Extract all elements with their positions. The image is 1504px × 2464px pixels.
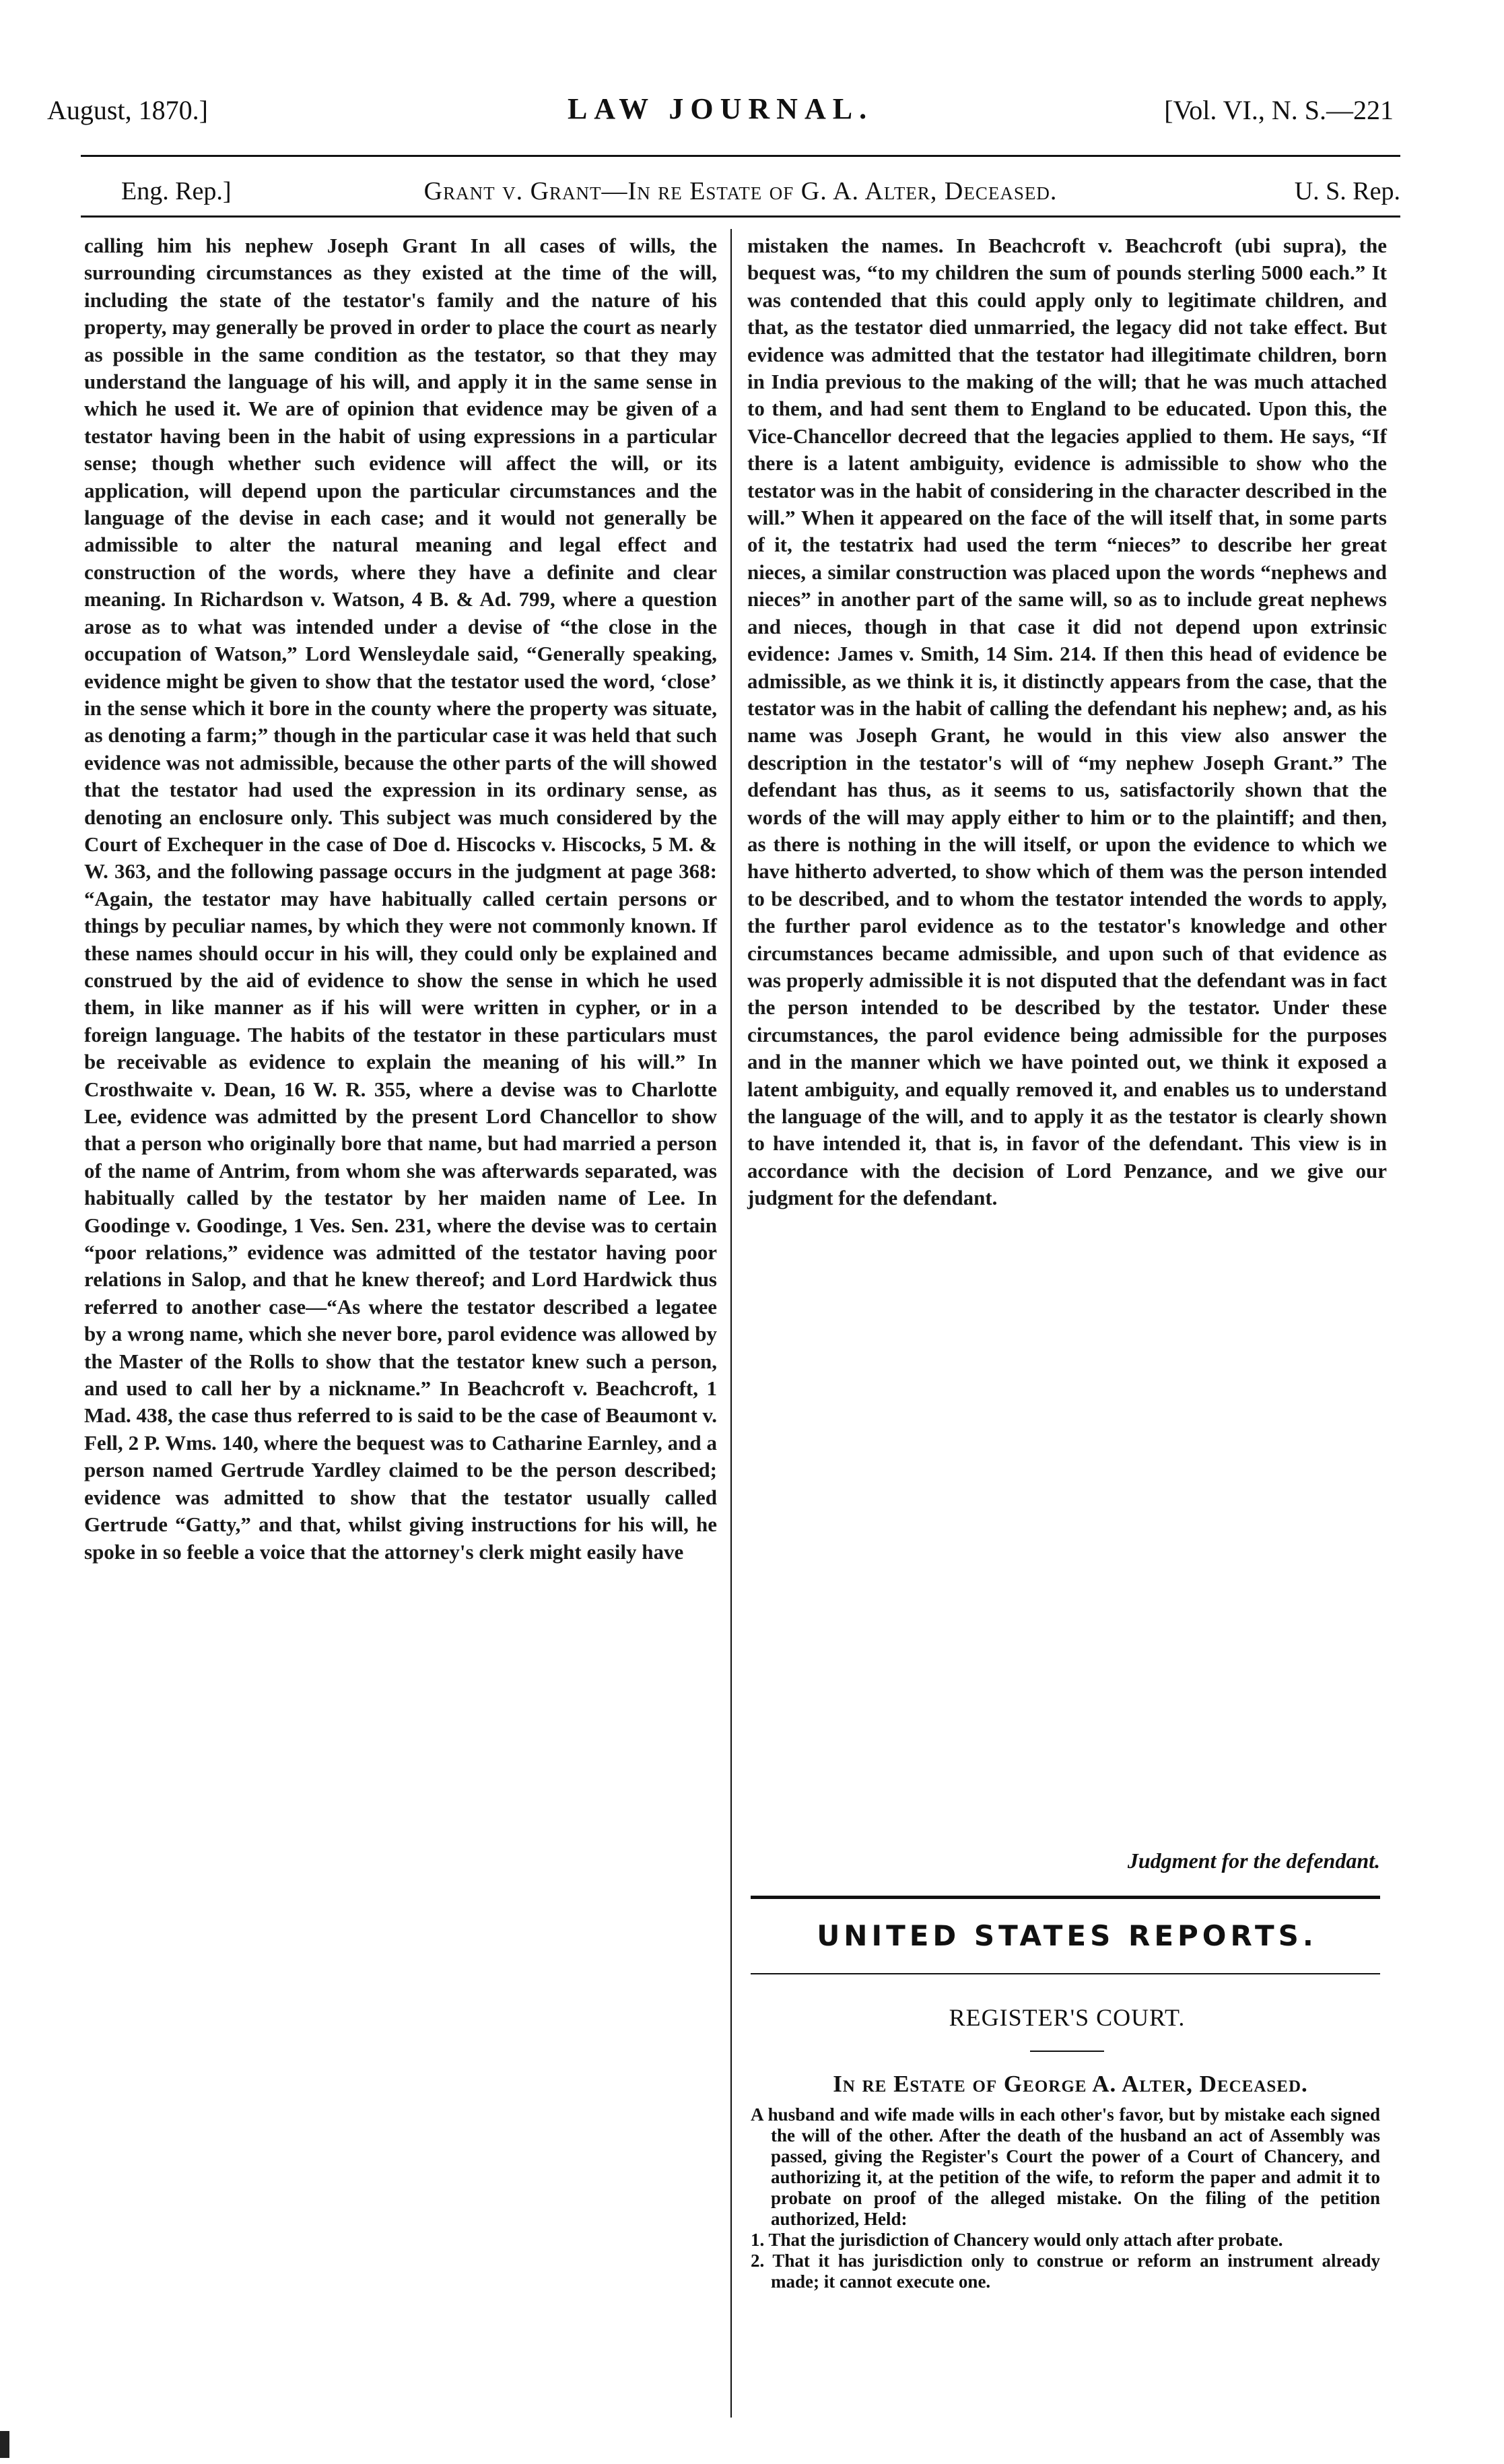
column-divider [730, 229, 732, 2418]
right-text-column [747, 232, 1387, 1862]
volume-page-number: [Vol. VI., N. S.—221 [1164, 95, 1394, 125]
section-title: UNITED STATES REPORTS. [817, 1919, 1318, 1952]
headnote-point-1: 1. That the jurisdiction of Chancery would only attach after probate. [751, 2230, 1283, 2250]
court-heading-rule [1030, 2051, 1104, 2052]
headnote-point-2: 2. That it has jurisdiction only to construe or reform an instrument already made; it cannot execute one. [751, 2251, 1380, 2292]
issue-date: August, 1870.] [47, 95, 208, 125]
subheader-rule [81, 215, 1400, 218]
section-rule-thin [751, 1973, 1380, 1974]
court-heading: REGISTER'S COURT. [949, 2004, 1186, 2031]
section-us-rep: U. S. Rep. [1294, 177, 1400, 205]
journal-title: LAW JOURNAL. [567, 92, 874, 125]
case-title: In re Estate of George A. Alter, Deceased. [833, 2071, 1308, 2097]
headnote [751, 2104, 1380, 2292]
left-text-column [84, 232, 717, 2360]
right-column-paragraph: mistaken the names. In Beachcroft v. Beachcroft (ubi supra), the bequest was, “to my children the sum of pounds sterling 5000 each.” It was contended that this could apply only to legitimate children, and that, as the testator died unmarried, the legacy did not take effect. But evidence was admitted that the testator had illegitimate children, born in India previous to the making of the will; that he was much attached to them, and had sent them to England to be educated. Upon this, the Vice-Chancellor decreed that the legacies applied to them. He says, “If there is a latent ambiguity, evidence is admissible to show who the testator was in the habit of considering in the character described in the will.” When it appeared on the face of the will itself that, in some parts of it, the testatrix had used the term “nieces” to describe her great nieces, a similar construction was placed upon the words “nephews and nieces” in another part of the same will, so as to include great nephews and nieces, though in that case it did not depend upon extrinsic evidence: James v. Smith, 14 Sim. 214. If then this head of evidence be admissible, as we think it is, it distinctly appears from the case, that the testator was in the habit of calling the defendant his nephew; and, as his name was Joseph Grant, he would in this view also answer the description in the testator's will of “my nephew Joseph Grant.” The defendant has thus, as it seems to us, satisfactorily shown that the words of the will may apply either to him or to the plaintiff; and then, as there is nothing in the will itself, or upon the evidence to which we have hitherto adverted, to show which of them was the person intended to be described, and to whom the testator intended the words to apply, the further parol evidence as to the testator's knowledge and other circumstances became admissible, and upon such of that evidence as was properly admissible it is not disputed that the defendant was in fact the person intended to be described by the testator. Under these circumstances, the parol evidence being admissible for the purposes and in the manner which we have pointed out, we think it exposed a latent ambiguity, and equally removed it, and enables us to understand the language of the will, and to apply it as the testator is clearly shown to have intended it, that is, in favor of the defendant. This view is in accordance with the decision of Lord Penzance, and we give our judgment for the defendant. [747, 234, 1387, 1210]
case-running-title: Grant v. Grant—In re Estate of G. A. Alter, Deceased. [423, 177, 1058, 205]
headnote-summary: A husband and wife made wills in each other's favor, but by mistake each signed the will of the other. After the death of the husband an act of Assembly was passed, giving the Register's Court the power of a Court of Chancery, and authorizing it, at the petition of the wife, to reform the paper and admit it to probate on proof of the alleged mistake. On the filing of the petition authorized, Held: [751, 2104, 1380, 2229]
section-eng-rep: Eng. Rep.] [121, 177, 232, 205]
running-header [47, 94, 1394, 135]
judgment-line: Judgment for the defendant. [1127, 1849, 1380, 1873]
case-subheader [81, 176, 1400, 210]
header-rule [81, 155, 1400, 157]
scan-edge-mark [0, 2431, 9, 2458]
left-column-paragraph: calling him his nephew Joseph Grant In all cases of wills, the surrounding circumstances as they existed at the time of the will, including the state of the testator's family and the nature of his property, may generally be proved in order to place the court as nearly as possible in the same condition as the testator, so that they may understand the language of his will, and apply it in the same sense in which he used it. We are of opinion that evidence may be given of a testator having been in the habit of using expressions in a particular sense; though whether such evidence will affect the will, or its application, will depend upon the particular circumstances and the language of the devise in each case; and it would not generally be admissible to alter the natural meaning and legal effect and construction of the words, where they have a definite and clear meaning. In Richardson v. Watson, 4 B. & Ad. 799, where a question arose as to what was intended under a devise of “the close in the occupation of Watson,” Lord Wensleydale said, “Generally speaking, evidence might be given to show that the testator used the word, ‘close’ in the sense which it bore in the county where the property was situate, as denoting a farm;” though in the particular case it was held that such evidence was not admissible, because the other parts of the will showed that the testator had used the expression in its ordinary sense, as denoting an enclosure only. This subject was much considered by the Court of Exchequer in the case of Doe d. Hiscocks v. Hiscocks, 5 M. & W. 363, and the following passage occurs in the judgment at page 368: “Again, the testator may have habitually called certain persons or things by peculiar names, by which they were not commonly known. If these names should occur in his will, they could only be explained and construed by the aid of evidence to show the sense in which he used them, in like manner as if his will were written in cypher, or in a foreign language. The habits of the testator in these particulars must be receivable as evidence to explain the meaning of his will.” In Crosthwaite v. Dean, 16 W. R. 355, where a devise was to Charlotte Lee, evidence was admitted by the present Lord Chancellor to show that a person who originally bore that name, but had married a person of the name of Antrim, from whom she was afterwards separated, was habitually called by the testator by her maiden name of Lee. In Goodinge v. Goodinge, 1 Ves. Sen. 231, where the devise was to certain “poor relations,” evidence was admitted of the testator having poor relations in Salop, and that he knew thereof; and Lord Hardwick thus referred to another case—“As where the testator described a legatee by a wrong name, which she never bore, parol evidence was allowed by the Master of the Rolls to show that the testator knew such a person, and used to call her by a nickname.” In Beachcroft v. Beachcroft, 1 Mad. 438, the case thus referred to is said to be the case of Beaumont v. Fell, 2 P. Wms. 140, where the bequest was to Catharine Earnley, and a person named Gertrude Yardley claimed to be the person described; evidence was admitted to show that the testator usually called Gertrude “Gatty,” and that, whilst giving instructions for his will, he spoke in so feeble a voice that the attorney's clerk might easily have [84, 234, 717, 1564]
section-rule-thick [751, 1896, 1380, 1899]
